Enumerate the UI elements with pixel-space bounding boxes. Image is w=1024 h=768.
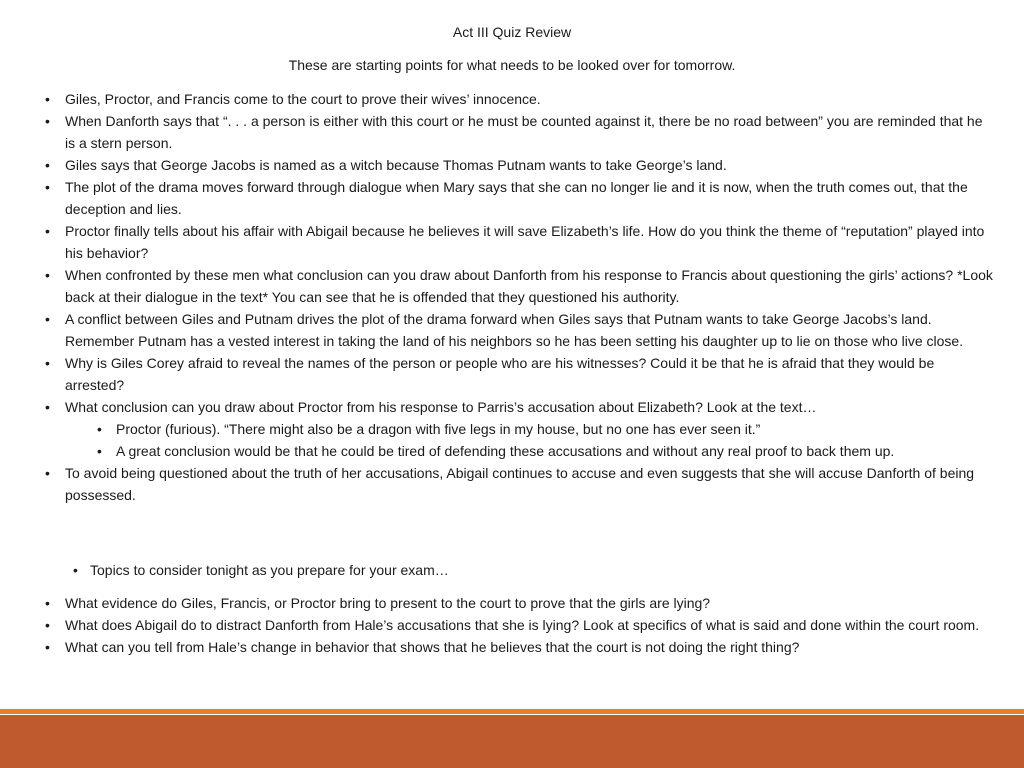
review-point-8: • Why is Giles Corey afraid to reveal the names of the person or people who are his witnesses? Could it be that he is afraid that they would be arrested? — [65, 352, 995, 396]
review-points-list — [65, 88, 995, 506]
review-point-9-text: What conclusion can you draw about Proctor from his response to Parris’s accusation about Elizabeth? Look at the text… — [65, 399, 817, 415]
accent-rule — [0, 709, 1024, 714]
topics-heading-list — [65, 559, 995, 581]
exam-topic-1: • What evidence do Giles, Francis, or Proctor bring to present to the court to prove that the girls are lying? — [65, 592, 995, 614]
footer-band — [0, 715, 1024, 768]
review-point-7: • A conflict between Giles and Putnam drives the plot of the drama forward when Giles says that Putnam wants to take George Jacobs’s land. Remember Putnam has a vested interest in taking the land of his neighbors so he has been setting his daughter up to lie on those who live close. — [65, 308, 995, 352]
exam-topic-3: • What can you tell from Hale’s change in behavior that shows that he believes that the court is not doing the right thing? — [65, 636, 995, 658]
proctor-subpoint-1: • Proctor (furious). “There might also be a dragon with five legs in my house, but no one has ever seen it.” — [116, 418, 995, 440]
slide-title: Act III Quiz Review — [452, 24, 572, 40]
review-point-3: • Giles says that George Jacobs is named as a witch because Thomas Putnam wants to take George’s land. — [65, 154, 995, 176]
proctor-subpoints-list — [116, 418, 995, 462]
topics-heading: • Topics to consider tonight as you prepare for your exam… — [90, 559, 995, 581]
slide-subtitle: These are starting points for what needs to be looked over for tomorrow. — [288, 57, 736, 73]
review-point-4: • The plot of the drama moves forward through dialogue when Mary says that she can no longer lie and it is now, when the truth comes out, that the deception and lies. — [65, 176, 995, 220]
proctor-subpoint-2: • A great conclusion would be that he could be tired of defending these accusations and without any real proof to back them up. — [116, 440, 995, 462]
review-point-9 — [65, 396, 995, 462]
review-point-5: • Proctor finally tells about his affair with Abigail because he believes it will save Elizabeth’s life. How do you think the theme of “reputation” played into his behavior? — [65, 220, 995, 264]
exam-topics-list — [65, 592, 995, 658]
review-point-2: • When Danforth says that “. . . a person is either with this court or he must be counted against it, there be no road between” you are reminded that he is a stern person. — [65, 110, 995, 154]
exam-topic-2: • What does Abigail do to distract Danforth from Hale’s accusations that she is lying? Look at specifics of what is said and done within the court room. — [65, 614, 995, 636]
review-point-abigail: • To avoid being questioned about the truth of her accusations, Abigail continues to accuse and even suggests that she will accuse Danforth of being possessed. — [65, 462, 995, 506]
review-point-6: • When confronted by these men what conclusion can you draw about Danforth from his response to Francis about questioning the girls’ actions? *Look back at their dialogue in the text* You can see that he is offended that they questioned his authority. — [65, 264, 995, 308]
review-point-1: • Giles, Proctor, and Francis come to the court to prove their wives’ innocence. — [65, 88, 995, 110]
